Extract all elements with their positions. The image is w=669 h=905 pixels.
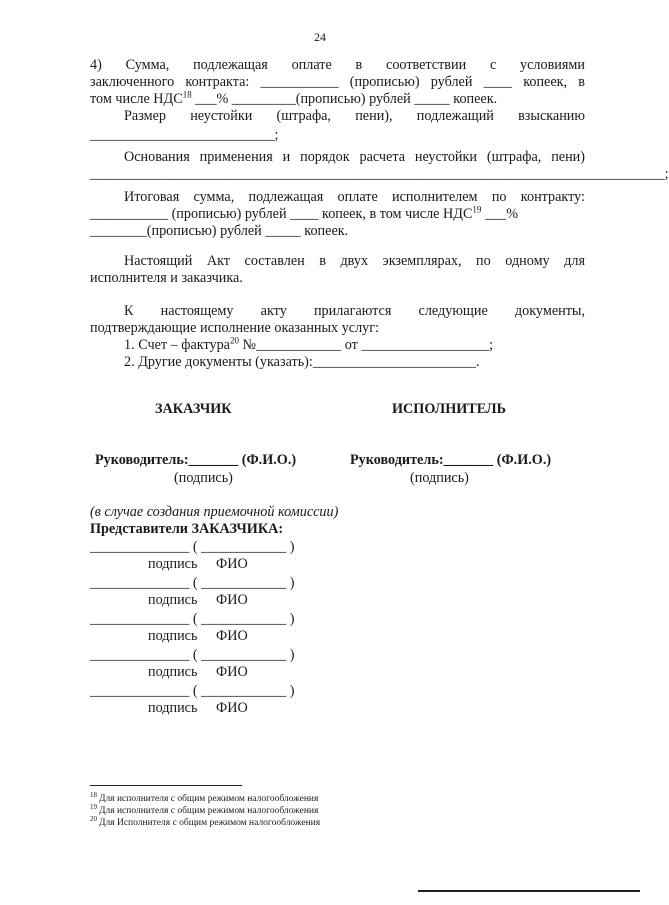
commission-sign-caption: подпись (148, 592, 198, 608)
grounds-line-2: _________________________________________________________________________________; (90, 166, 669, 182)
commission-sign-line: ______________ ( ____________ ) (90, 539, 295, 555)
customer-heading: ЗАКАЗЧИК (155, 401, 232, 417)
footnote (90, 790, 319, 805)
sum-line-1: 4) Сумма, подлежащая оплате в соответствии с условиями (90, 57, 585, 73)
sum-line-3: том числе НДС$^{18}$ ___% _________(прописью) рублей _____ копеек. (90, 89, 498, 107)
footnote-number: 20 (90, 814, 97, 823)
contractor-head-signature: Руководитель:_______ (Ф.И.О.) (350, 452, 552, 468)
commission-fio-caption: ФИО (216, 700, 248, 716)
attachment-item-2: 2. Другие документы (указать):_______________________. (124, 354, 480, 370)
footnote-number: 18 (90, 790, 97, 799)
footnote-number: 19 (90, 802, 97, 811)
grounds-line-1: Основания применения и порядок расчета неустойки (штрафа, пени) (124, 149, 585, 165)
sum-line-2: заключенного контракта: ___________ (прописью) рублей ____ копеек, в (90, 74, 585, 90)
total-line-1: Итоговая сумма, подлежащая оплате исполнителем по контракту: (124, 189, 585, 205)
contractor-heading: ИСПОЛНИТЕЛЬ (392, 401, 506, 417)
attachments-line-2: подтверждающие исполнение оказанных услуг: (90, 320, 380, 336)
footnote (90, 814, 321, 829)
commission-fio-caption: ФИО (216, 556, 248, 572)
attachments-line-1: К настоящему акту прилагаются следующие документы, (124, 303, 585, 319)
commission-sign-caption: подпись (148, 628, 198, 644)
customer-sign-caption: (подпись) (174, 470, 233, 486)
footnote (90, 802, 319, 817)
total-line-3: ________(прописью) рублей _____ копеек. (90, 223, 349, 239)
commission-sign-caption: подпись (148, 700, 198, 716)
commission-fio-caption: ФИО (216, 664, 248, 680)
commission-sign-caption: подпись (148, 556, 198, 572)
attachment-item-1: 1. Счет – фактура$^{20}$ №____________ от __________________; (124, 335, 494, 353)
footnote-separator (90, 785, 242, 786)
total-line-2: ___________ (прописью) рублей ____ копеек, в том числе НДС$^{19}$ ___% (90, 204, 519, 222)
commission-sign-line: ______________ ( ____________ ) (90, 647, 295, 663)
commission-fio-caption: ФИО (216, 592, 248, 608)
commission-sign-caption: подпись (148, 664, 198, 680)
footnote-text: Для Исполнителя с общим режимом налогообложения (99, 818, 321, 828)
commission-sign-line: ______________ ( ____________ ) (90, 575, 295, 591)
commission-sign-line: ______________ ( ____________ ) (90, 683, 295, 699)
act-copies-line-1: Настоящий Акт составлен в двух экземплярах, по одному для (124, 253, 585, 269)
bottom-rule (418, 890, 640, 892)
footnote-text: Для исполнителя с общим режимом налогообложения (99, 806, 319, 816)
commission-fio-caption: ФИО (216, 628, 248, 644)
commission-heading: Представители ЗАКАЗЧИКА: (90, 521, 284, 537)
penalty-line-1: Размер неустойки (штрафа, пени), подлежащий взысканию (124, 108, 585, 124)
act-copies-line-2: исполнителя и заказчика. (90, 270, 243, 286)
commission-note: (в случае создания приемочной комиссии) (90, 504, 339, 520)
page-number: 24 (314, 30, 326, 44)
contractor-sign-caption: (подпись) (410, 470, 469, 486)
customer-head-signature: Руководитель:_______ (Ф.И.О.) (95, 452, 297, 468)
commission-sign-line: ______________ ( ____________ ) (90, 611, 295, 627)
penalty-line-2: __________________________; (90, 127, 279, 143)
footnote-text: Для исполнителя с общим режимом налогообложения (99, 794, 319, 804)
